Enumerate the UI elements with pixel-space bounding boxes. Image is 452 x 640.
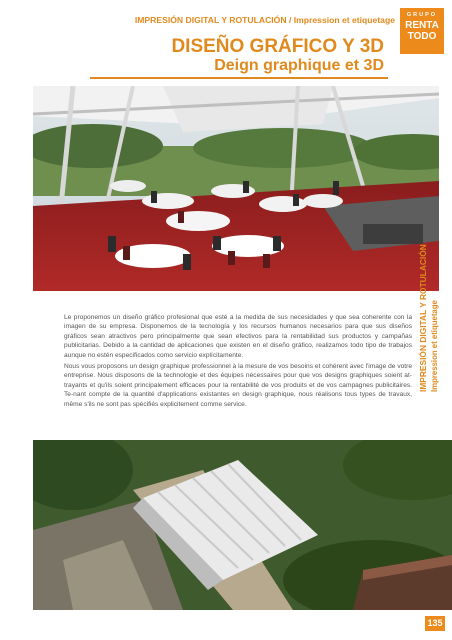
vertical-label-es: IMPRESIÓN DIGITAL Y ROTULACIÓN bbox=[418, 244, 428, 392]
tent-interior-illustration bbox=[33, 86, 439, 291]
page-title-es: DISEÑO GRÁFICO Y 3D bbox=[171, 36, 384, 57]
section-header-fr: Impression et etiquetage bbox=[293, 15, 395, 25]
page-number-badge: 135 bbox=[425, 616, 445, 631]
logo-renta: RENTA bbox=[405, 20, 439, 31]
section-header-es: IMPRESIÓN DIGITAL Y ROTULACIÓN bbox=[134, 15, 287, 25]
section-header-separator: / bbox=[286, 15, 294, 25]
logo-todo: TODO bbox=[407, 31, 437, 42]
vertical-section-label bbox=[418, 216, 448, 392]
grupo-renta-todo-logo bbox=[400, 8, 444, 54]
section-header bbox=[95, 15, 395, 25]
title-divider bbox=[90, 77, 388, 79]
vertical-label-fr: Impression et etiquetage bbox=[430, 300, 439, 392]
render-tent-aerial-image bbox=[33, 440, 452, 610]
tent-aerial-illustration bbox=[33, 440, 452, 610]
body-paragraph-es: Le proponemos un diseño gráfico profesional que esté a la medida de sus necesidades y que sea coherente con la imagen de su empresa. Disponemos de la tecnología y los recursos humanos necesarios para que sus diseños gráficos sean atractivos pero principalmente que sean efectivos para la rentabilidad sus productos y campañas publicitarias. Debido a la cantidad de aplicaciones que existen en el diseño gráfico, realizamos todo tipo de trabajos aunque no estén especificados como servicio explícitamente. bbox=[64, 314, 412, 359]
page-title-fr: Deign graphique et 3D bbox=[214, 57, 384, 74]
body-paragraph-fr: Nous vous proposons un design graphique professionnel à la mesure de vos besoins et cohérent avec l'image de votre entreprise. Nous disposons de la technologie et des équipes nécessaires pour que vos designs graphiques soient at-trayants et qu'ils soient principalement efficaces pour la rentabilité de vos produits et de vos campagnes publicitaires. Te-nant compte de la quantité d'applications existantes en design graphique, nous réalisons tous types de travaux, même s'ils ne sont pas spécifiés explicitement comme service. bbox=[64, 363, 412, 408]
render-tent-interior-image bbox=[33, 86, 439, 291]
logo-grupo: GRUPO bbox=[406, 12, 438, 18]
